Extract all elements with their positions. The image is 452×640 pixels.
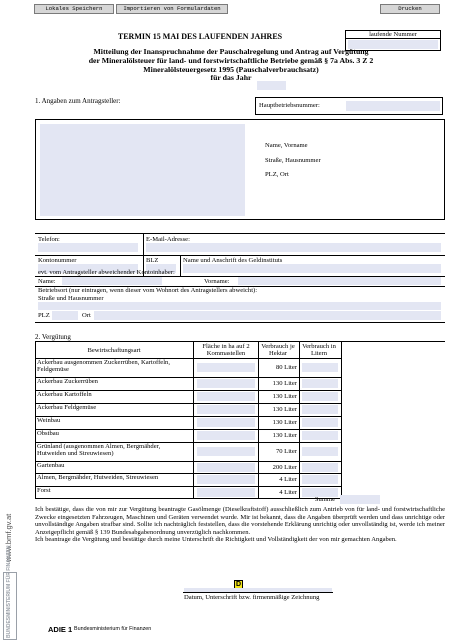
betriebsnummer-box [255,97,443,115]
betriebsnummer-label: Hauptbetriebsnummer: [259,102,320,109]
table-row-label: Obstbau [37,430,59,437]
verbrauch-input[interactable] [302,379,338,388]
year-field[interactable] [257,81,286,90]
plz-label: PLZ, Ort [265,171,289,178]
declaration-text: Ich bestätige, dass die von mir zur Vergütung beantragte Gasölmenge (Dieselkraftstoff) ausschließlich zum Antrieb von für land- und forstwirtschaftliche Zwecke eingesetzten Fahrzeugen, Maschinen und Geräten verwendet wurde. Mir ist bekannt, dass die Angaben überprüft werden und dass unrichtige oder unvollständige Angaben strafbar sind. Sollte ich nachträglich feststellen, dass die vorstehende Erklärung unrichtig oder unvollständig ist, werde ich meiner Anzeigepflicht gemäß § 139 Bundesabgabenordnung unverzüglich nachkommen. Ich beantrage die Vergütung und bestätige durch meine Unterschrift die Richtigkeit und Vollständigkeit der von mir gemachten Angaben. [35,506,445,544]
table-row-rate: 130 Liter [272,432,297,439]
betriebsort-ort-field[interactable] [94,311,441,320]
table-row-rate: 130 Liter [272,406,297,413]
table-row-label: Grünland (ausgenommen Almen, Bergmähder, Hutweiden und Streuwiesen) [37,443,161,458]
betriebsort-street-field[interactable] [38,302,441,310]
table-border [35,341,36,498]
laufende-nummer-label: laufende Nummer [346,31,440,39]
telefon-field[interactable] [38,243,138,252]
table-border [193,341,194,498]
table-row-rate: 4 Liter [279,476,297,483]
verbrauch-input[interactable] [302,447,338,456]
konto-label: Kontonummer [38,257,77,264]
betriebsort-label: Betriebsort (nur eintragen, wenn dieser vom Wohnort des Antragstellers abweicht): [38,287,258,294]
table-row-label: Almen, Bergmähder, Hutweiden, Streuwiesen [37,474,159,481]
url-text: www.bmf.gv.at [4,513,13,562]
betriebsnummer-field[interactable] [346,101,440,111]
bmf-logo: BUNDESMINISTERIUM FÜR FINANZEN [2,572,20,640]
col-header-art: Bewirtschaftungsart [87,347,141,354]
summe-label: Summe [314,496,335,503]
print-button[interactable]: Drucken [380,4,440,14]
signature-marker: D [235,581,242,588]
flaeche-input[interactable] [197,379,255,388]
table-border [35,498,341,499]
table-row-rate: 130 Liter [272,419,297,426]
section2-heading: 2. Vergütung [35,333,71,341]
table-row-rate: 130 Liter [272,393,297,400]
betriebsort-plz-field[interactable] [52,311,78,320]
table-row-rate: 80 Liter [275,364,297,371]
table-border [35,341,445,342]
table-row-rate: 4 Liter [279,488,297,496]
bank-label: Name und Anschrift des Geldinstituts [183,257,283,264]
table-row-rate: 130 Liter [272,380,297,387]
verbrauch-input[interactable] [302,392,338,401]
verbrauch-input[interactable] [302,418,338,427]
flaeche-input[interactable] [197,463,255,472]
betriebsort-street-label: Straße und Hausnummer [38,295,104,302]
flaeche-input[interactable] [197,418,255,427]
verbrauch-input[interactable] [302,405,338,414]
street-label: Straße, Hausnummer [265,157,321,164]
save-button[interactable]: Lokales Speichern [34,4,114,14]
table-row-label: Ackerbau Zuckerrüben [37,378,98,385]
flaeche-input[interactable] [197,405,255,414]
section1-heading: 1. Angaben zum Antragsteller: [35,97,121,105]
col-header-verbrauch-l: Verbrauch in Litern [302,343,336,358]
abw-vorname-label: Vorname: [204,278,230,285]
table-row-label: Ackerbau ausgenommen Zuckerrüben, Kartoffeln, Feldgemüse [37,359,170,374]
flaeche-input[interactable] [197,363,255,372]
divider [35,255,445,256]
flaeche-input[interactable] [197,392,255,401]
betriebsort-plz-label: PLZ [38,312,50,319]
table-border [258,341,259,498]
table-row-label: Weinbau [37,417,61,424]
form-id: ADIE 1 [48,625,73,634]
signature-line [183,592,333,593]
table-row-rate: 70 Liter [275,448,297,455]
signature-label: Datum, Unterschrift bzw. firmenmäßige Zeichnung [184,594,320,601]
verbrauch-input[interactable] [302,363,338,372]
bank-field[interactable] [183,264,441,273]
verbrauch-input[interactable] [302,475,338,484]
col-header-verbrauch-ha: Verbrauch je Hektar [261,343,295,358]
verbrauch-input[interactable] [302,431,338,440]
divider [143,233,144,255]
email-field[interactable] [146,243,441,252]
page-title: Mitteilung der Inanspruchnahme der Pauschalregelung und Antrag auf Vergütung der Mineralölsteuer für land- und forstwirtschaftliche Betriebe gemäß § 7a Abs. 3 Z 2 Mineralölsteuergesetz 1995 (Pauschalverbrauchsatz) für das Jahr [88,47,374,83]
divider [180,255,181,276]
flaeche-input[interactable] [197,431,255,440]
name-label: Name, Vorname [265,142,308,149]
betriebsort-ort-label: Ort [82,312,91,319]
address-field[interactable] [40,124,245,216]
flaeche-input[interactable] [197,447,255,456]
col-header-flaeche: Fläche in ha auf 2 Kommastellen [202,343,250,358]
telefon-label: Telefon: [38,236,60,243]
verbrauch-input[interactable] [302,463,338,472]
flaeche-input[interactable] [197,488,255,497]
divider [35,322,445,323]
blz-label: BLZ [146,257,159,264]
abw-inhaber-label: evt. vom Antragsteller abweichender Kontoinhaber: [38,269,175,276]
divider [35,233,445,234]
signature-field[interactable] [184,588,332,592]
import-button[interactable]: Importieren von Formulardaten [116,4,228,14]
table-row-label: Forst [37,487,51,494]
abw-name-label: Name: [38,278,56,285]
table-border [341,341,342,498]
ministry-name: Bundesministerium für Finanzen [74,626,152,632]
table-border [299,341,300,498]
table-row-label: Ackerbau Feldgemüse [37,404,97,411]
deadline-heading: TERMIN 15 MAI DES LAUFENDEN JAHRES [117,32,283,41]
table-row-label: Ackerbau Kartoffeln [37,391,92,398]
table-row-rate: 200 Liter [272,463,297,471]
abw-name-field[interactable] [62,277,162,285]
email-label: E-Mail-Adresse: [146,236,190,243]
table-row-label: Gartenbau [37,462,65,469]
flaeche-input[interactable] [197,475,255,484]
verguetung-table [35,341,445,504]
abw-vorname-field[interactable] [238,277,441,285]
summe-field[interactable] [340,495,380,504]
